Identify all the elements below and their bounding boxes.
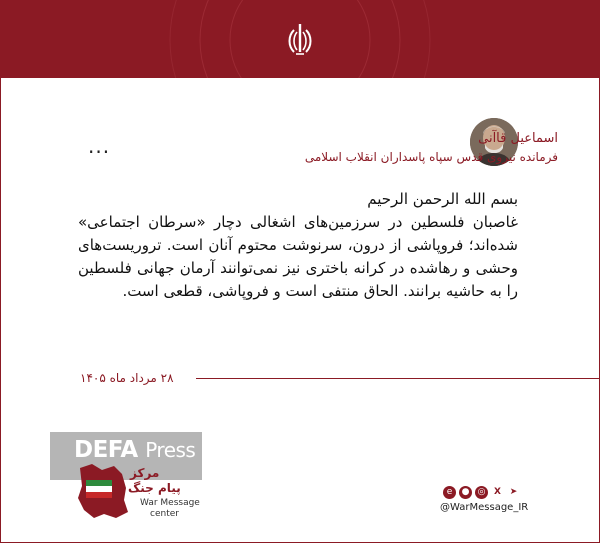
date-divider <box>196 378 600 379</box>
header-banner <box>0 0 600 78</box>
watermark-brand: DEFA <box>74 437 138 463</box>
telegram-icon[interactable]: ➤ <box>507 486 520 499</box>
author-title: فرمانده نیروی قدس سپاه پاسداران انقلاب اسلامی <box>304 150 558 164</box>
brand-fa-line1: مرکز <box>130 466 160 480</box>
brand-en-line1: War Message <box>140 498 200 508</box>
date-row <box>80 368 520 388</box>
post-line-basmala: بسم الله الرحمن الرحیم <box>367 190 518 208</box>
social-icons <box>440 486 520 500</box>
rubika-icon[interactable]: ● <box>459 486 472 499</box>
watermark-word: Press <box>145 438 196 462</box>
author-block <box>305 130 558 166</box>
social-handle[interactable]: @WarMessage_IR <box>440 502 529 513</box>
instagram-icon[interactable]: ◎ <box>475 486 488 499</box>
eitaa-icon[interactable]: e <box>443 486 456 499</box>
x-icon[interactable]: X <box>491 486 504 499</box>
post-line-text: غاصبان فلسطین در سرزمین‌های اشغالی دچار «سرطان اجتماعی» شده‌اند؛ فروپاشی از درون، سرنوشت محتوم آنان است. تروریست‌های وحشی و رهاشده در کرانه باختری نیز نمی‌توانند آرمان جهانی فلسطین را به حاشیه برانند. الحاق منتفی است و فروپاشی، قطعی است. <box>78 213 518 300</box>
post-body <box>78 188 518 303</box>
author-name[interactable]: اسماعیل قاآنی <box>478 131 558 146</box>
emblem-icon <box>284 22 316 58</box>
brand-en-line2: center <box>150 509 179 519</box>
brand-fa-line2: پیام جنگ <box>128 481 181 495</box>
more-options-icon[interactable]: ... <box>88 134 111 158</box>
post-date: ۲۸ مرداد ماه ۱۴۰۵ <box>80 371 174 385</box>
iran-map-logo-icon <box>72 460 132 522</box>
